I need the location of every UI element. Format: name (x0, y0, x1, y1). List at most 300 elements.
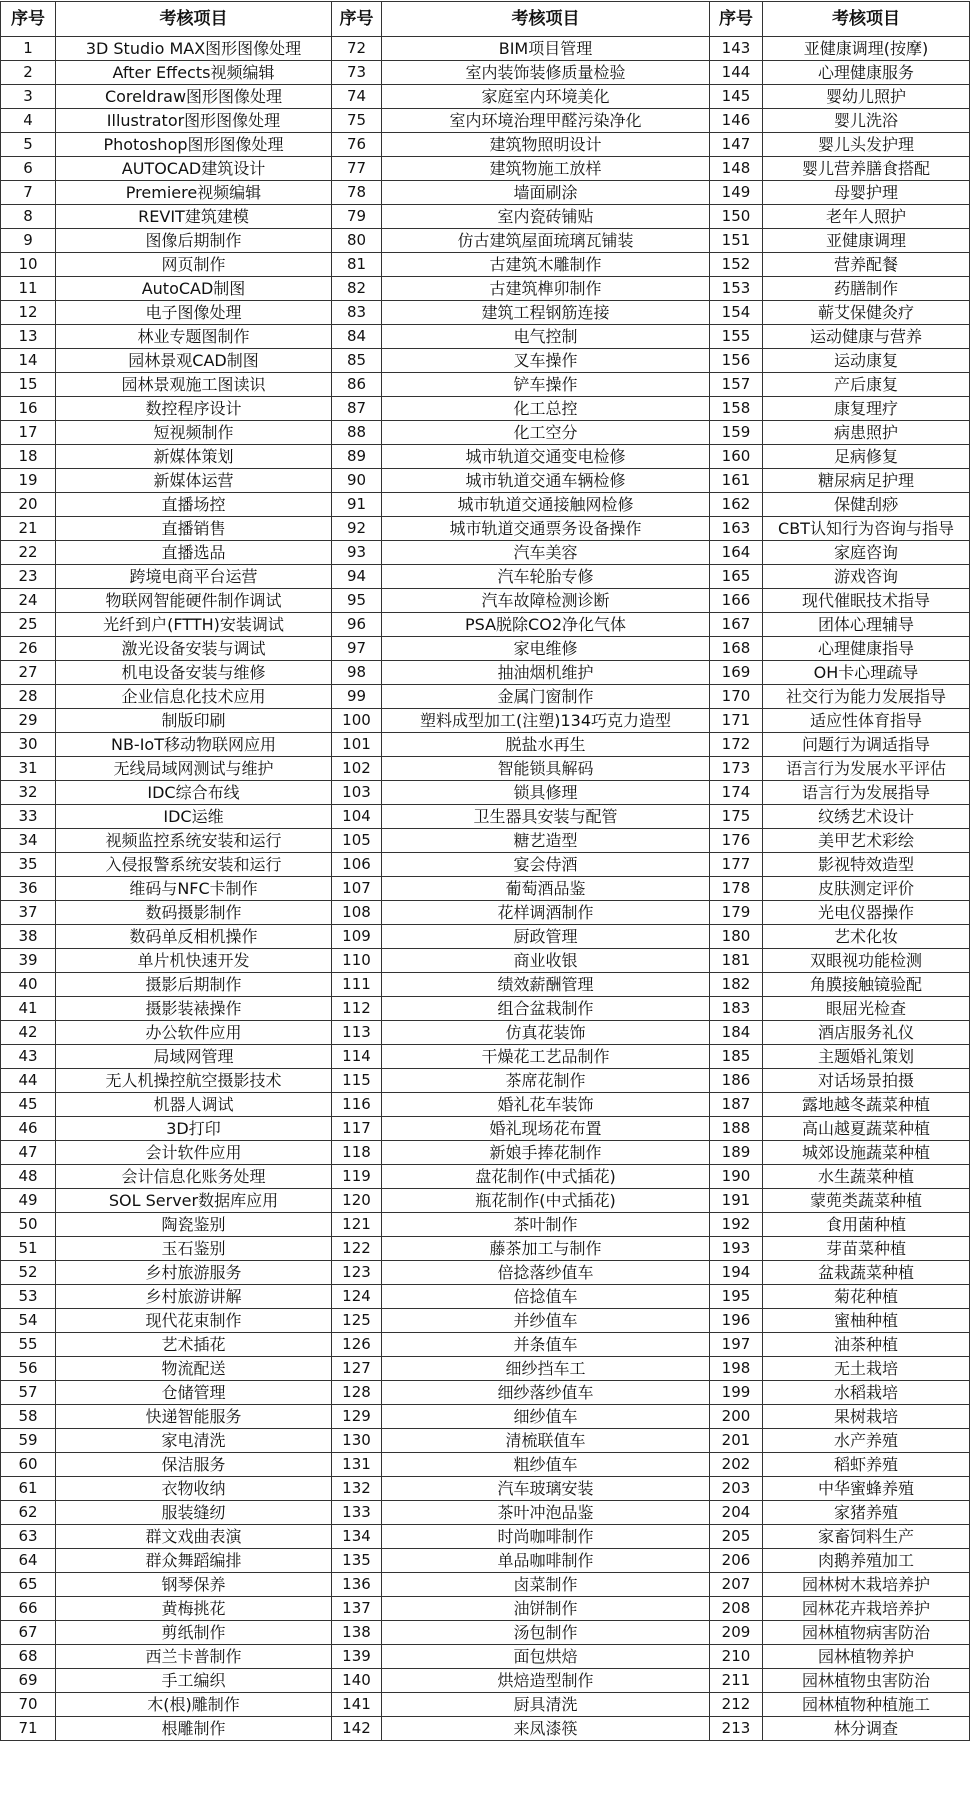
cell-serial-2: 116 (332, 1093, 382, 1117)
cell-item-3: 美甲艺术彩绘 (763, 829, 970, 853)
cell-serial-3: 209 (710, 1621, 763, 1645)
cell-item-3: 果树栽培 (763, 1405, 970, 1429)
cell-serial-1: 71 (1, 1717, 56, 1741)
cell-item-3: 问题行为调适指导 (763, 733, 970, 757)
cell-serial-3: 205 (710, 1525, 763, 1549)
cell-item-1: 剪纸制作 (56, 1621, 332, 1645)
cell-item-3: 家猪养殖 (763, 1501, 970, 1525)
table-row (1, 1597, 970, 1621)
cell-item-2: 干燥花工艺品制作 (382, 1045, 710, 1069)
cell-item-2: 化工空分 (382, 421, 710, 445)
cell-serial-3: 179 (710, 901, 763, 925)
cell-item-2: 烘焙造型制作 (382, 1669, 710, 1693)
table-row (1, 757, 970, 781)
cell-item-2: 墙面刷涂 (382, 181, 710, 205)
cell-item-3: 母婴护理 (763, 181, 970, 205)
cell-item-2: 汤包制作 (382, 1621, 710, 1645)
cell-item-2: 清梳联值车 (382, 1429, 710, 1453)
table-row (1, 829, 970, 853)
cell-serial-2: 110 (332, 949, 382, 973)
cell-serial-1: 36 (1, 877, 56, 901)
cell-item-3: 婴儿头发护理 (763, 133, 970, 157)
cell-serial-3: 196 (710, 1309, 763, 1333)
cell-serial-3: 187 (710, 1093, 763, 1117)
cell-item-2: 婚礼现场花布置 (382, 1117, 710, 1141)
cell-item-3: 婴幼儿照护 (763, 85, 970, 109)
cell-item-1: 短视频制作 (56, 421, 332, 445)
cell-serial-3: 155 (710, 325, 763, 349)
cell-serial-3: 175 (710, 805, 763, 829)
cell-item-1: 无线局域网测试与维护 (56, 757, 332, 781)
cell-item-3: 蜜柚种植 (763, 1309, 970, 1333)
cell-serial-2: 121 (332, 1213, 382, 1237)
cell-item-2: 家庭室内环境美化 (382, 85, 710, 109)
cell-item-1: 单片机快速开发 (56, 949, 332, 973)
table-row (1, 1429, 970, 1453)
cell-serial-3: 160 (710, 445, 763, 469)
cell-item-3: 稻虾养殖 (763, 1453, 970, 1477)
cell-serial-1: 26 (1, 637, 56, 661)
table-row (1, 1069, 970, 1093)
table-row (1, 1549, 970, 1573)
cell-serial-2: 88 (332, 421, 382, 445)
cell-item-3: 糖尿病足护理 (763, 469, 970, 493)
cell-serial-1: 55 (1, 1333, 56, 1357)
cell-serial-1: 45 (1, 1093, 56, 1117)
cell-item-1: 办公软件应用 (56, 1021, 332, 1045)
cell-serial-2: 115 (332, 1069, 382, 1093)
cell-serial-2: 79 (332, 205, 382, 229)
cell-item-3: 双眼视功能检测 (763, 949, 970, 973)
cell-item-2: 宴会侍酒 (382, 853, 710, 877)
cell-item-1: 家电清洗 (56, 1429, 332, 1453)
cell-serial-2: 108 (332, 901, 382, 925)
cell-item-3: 适应性体育指导 (763, 709, 970, 733)
cell-serial-1: 11 (1, 277, 56, 301)
cell-serial-1: 31 (1, 757, 56, 781)
cell-item-1: NB-IoT移动物联网应用 (56, 733, 332, 757)
table-row (1, 925, 970, 949)
cell-serial-3: 164 (710, 541, 763, 565)
cell-item-2: 并纱值车 (382, 1309, 710, 1333)
cell-serial-3: 158 (710, 397, 763, 421)
cell-serial-1: 16 (1, 397, 56, 421)
cell-serial-3: 212 (710, 1693, 763, 1717)
cell-item-3: 园林花卉栽培养护 (763, 1597, 970, 1621)
cell-serial-3: 149 (710, 181, 763, 205)
cell-item-3: 眼屈光检查 (763, 997, 970, 1021)
cell-serial-2: 98 (332, 661, 382, 685)
cell-serial-2: 89 (332, 445, 382, 469)
cell-serial-1: 22 (1, 541, 56, 565)
cell-item-2: 并条值车 (382, 1333, 710, 1357)
cell-item-3: 园林植物养护 (763, 1645, 970, 1669)
cell-item-1: 机器人调试 (56, 1093, 332, 1117)
cell-serial-3: 177 (710, 853, 763, 877)
cell-item-1: 企业信息化技术应用 (56, 685, 332, 709)
cell-item-3: OH卡心理疏导 (763, 661, 970, 685)
cell-item-3: 林分调查 (763, 1717, 970, 1741)
cell-item-3: 婴儿洗浴 (763, 109, 970, 133)
cell-item-3: 影视特效造型 (763, 853, 970, 877)
table-row (1, 613, 970, 637)
cell-serial-1: 39 (1, 949, 56, 973)
cell-serial-2: 139 (332, 1645, 382, 1669)
cell-item-1: 视频监控系统安装和运行 (56, 829, 332, 853)
cell-serial-2: 87 (332, 397, 382, 421)
cell-item-3: 芽苗菜种植 (763, 1237, 970, 1261)
cell-item-2: 汽车美容 (382, 541, 710, 565)
cell-serial-1: 42 (1, 1021, 56, 1045)
cell-item-2: 汽车轮胎专修 (382, 565, 710, 589)
cell-item-2: 古建筑木雕制作 (382, 253, 710, 277)
cell-serial-3: 143 (710, 37, 763, 61)
cell-item-1: IDC综合布线 (56, 781, 332, 805)
cell-item-3: 心理健康服务 (763, 61, 970, 85)
table-row (1, 493, 970, 517)
cell-item-3: 城郊设施蔬菜种植 (763, 1141, 970, 1165)
cell-item-1: 木(根)雕制作 (56, 1693, 332, 1717)
cell-serial-1: 2 (1, 61, 56, 85)
cell-item-1: 快递智能服务 (56, 1405, 332, 1429)
cell-serial-3: 191 (710, 1189, 763, 1213)
cell-serial-2: 113 (332, 1021, 382, 1045)
cell-item-2: 塑料成型加工(注塑)134巧克力造型 (382, 709, 710, 733)
header-item-3: 考核项目 (763, 2, 970, 37)
cell-serial-2: 93 (332, 541, 382, 565)
cell-serial-1: 33 (1, 805, 56, 829)
table-row (1, 1477, 970, 1501)
cell-serial-3: 192 (710, 1213, 763, 1237)
header-item-2: 考核项目 (382, 2, 710, 37)
cell-item-1: 局域网管理 (56, 1045, 332, 1069)
cell-item-1: 直播销售 (56, 517, 332, 541)
table-row (1, 1693, 970, 1717)
cell-item-2: 新娘手捧花制作 (382, 1141, 710, 1165)
cell-serial-2: 107 (332, 877, 382, 901)
cell-serial-2: 138 (332, 1621, 382, 1645)
cell-serial-3: 202 (710, 1453, 763, 1477)
cell-item-1: 网页制作 (56, 253, 332, 277)
cell-serial-2: 86 (332, 373, 382, 397)
cell-serial-1: 12 (1, 301, 56, 325)
cell-serial-1: 4 (1, 109, 56, 133)
cell-serial-2: 126 (332, 1333, 382, 1357)
cell-serial-2: 75 (332, 109, 382, 133)
cell-item-2: 汽车故障检测诊断 (382, 589, 710, 613)
cell-serial-3: 147 (710, 133, 763, 157)
cell-serial-1: 8 (1, 205, 56, 229)
cell-serial-3: 166 (710, 589, 763, 613)
cell-item-1: 玉石鉴别 (56, 1237, 332, 1261)
cell-item-2: 室内瓷砖铺贴 (382, 205, 710, 229)
cell-item-1: 会计信息化账务处理 (56, 1165, 332, 1189)
cell-item-1: Illustrator图形图像处理 (56, 109, 332, 133)
cell-serial-3: 178 (710, 877, 763, 901)
cell-item-3: 亚健康调理 (763, 229, 970, 253)
cell-item-3: 对话场景拍摄 (763, 1069, 970, 1093)
cell-item-1: 会计软件应用 (56, 1141, 332, 1165)
cell-serial-2: 136 (332, 1573, 382, 1597)
table-row (1, 1333, 970, 1357)
table-row (1, 1093, 970, 1117)
cell-item-3: 艺术化妆 (763, 925, 970, 949)
cell-item-2: 金属门窗制作 (382, 685, 710, 709)
table-row (1, 997, 970, 1021)
table-row (1, 565, 970, 589)
cell-item-3: 病患照护 (763, 421, 970, 445)
cell-serial-3: 199 (710, 1381, 763, 1405)
cell-serial-2: 124 (332, 1285, 382, 1309)
table-row (1, 1309, 970, 1333)
table-row (1, 1189, 970, 1213)
cell-item-2: 厨具清洗 (382, 1693, 710, 1717)
cell-serial-3: 186 (710, 1069, 763, 1093)
cell-item-3: 露地越冬蔬菜种植 (763, 1093, 970, 1117)
cell-serial-3: 172 (710, 733, 763, 757)
cell-item-2: 城市轨道交通票务设备操作 (382, 517, 710, 541)
cell-serial-2: 81 (332, 253, 382, 277)
cell-serial-1: 69 (1, 1669, 56, 1693)
cell-serial-1: 40 (1, 973, 56, 997)
cell-serial-2: 105 (332, 829, 382, 853)
cell-serial-2: 128 (332, 1381, 382, 1405)
cell-serial-3: 174 (710, 781, 763, 805)
cell-item-2: 葡萄酒品鉴 (382, 877, 710, 901)
cell-item-2: BIM项目管理 (382, 37, 710, 61)
cell-serial-1: 17 (1, 421, 56, 445)
cell-item-1: 图像后期制作 (56, 229, 332, 253)
cell-item-1: 入侵报警系统安装和运行 (56, 853, 332, 877)
cell-item-1: 摄影后期制作 (56, 973, 332, 997)
cell-serial-1: 27 (1, 661, 56, 685)
cell-item-1: 乡村旅游讲解 (56, 1285, 332, 1309)
cell-serial-2: 84 (332, 325, 382, 349)
cell-serial-3: 157 (710, 373, 763, 397)
cell-serial-3: 162 (710, 493, 763, 517)
cell-serial-1: 9 (1, 229, 56, 253)
table-row (1, 1021, 970, 1045)
cell-item-3: 光电仪器操作 (763, 901, 970, 925)
cell-serial-3: 201 (710, 1429, 763, 1453)
cell-item-2: 家电维修 (382, 637, 710, 661)
cell-item-3: 现代催眠技术指导 (763, 589, 970, 613)
cell-serial-2: 90 (332, 469, 382, 493)
table-row (1, 781, 970, 805)
cell-serial-1: 44 (1, 1069, 56, 1093)
cell-item-3: 园林植物种植施工 (763, 1693, 970, 1717)
cell-serial-2: 117 (332, 1117, 382, 1141)
table-row (1, 205, 970, 229)
cell-serial-2: 141 (332, 1693, 382, 1717)
cell-item-2: 叉车操作 (382, 349, 710, 373)
cell-serial-3: 194 (710, 1261, 763, 1285)
cell-item-3: 家畜饲料生产 (763, 1525, 970, 1549)
cell-item-2: 智能锁具解码 (382, 757, 710, 781)
cell-serial-1: 38 (1, 925, 56, 949)
cell-serial-2: 91 (332, 493, 382, 517)
cell-item-2: 脱盐水再生 (382, 733, 710, 757)
table-row (1, 589, 970, 613)
cell-item-1: AUTOCAD建筑设计 (56, 157, 332, 181)
cell-item-2: 仿古建筑屋面琉璃瓦铺装 (382, 229, 710, 253)
cell-item-1: 群众舞蹈编排 (56, 1549, 332, 1573)
cell-serial-2: 77 (332, 157, 382, 181)
cell-item-3: 油茶种植 (763, 1333, 970, 1357)
cell-serial-2: 111 (332, 973, 382, 997)
cell-serial-3: 195 (710, 1285, 763, 1309)
cell-serial-2: 118 (332, 1141, 382, 1165)
cell-item-1: 无人机操控航空摄影技术 (56, 1069, 332, 1093)
cell-item-2: 盘花制作(中式插花) (382, 1165, 710, 1189)
cell-serial-2: 135 (332, 1549, 382, 1573)
cell-item-2: 藤茶加工与制作 (382, 1237, 710, 1261)
cell-serial-3: 145 (710, 85, 763, 109)
table-row (1, 85, 970, 109)
cell-serial-1: 25 (1, 613, 56, 637)
cell-serial-1: 28 (1, 685, 56, 709)
cell-serial-3: 204 (710, 1501, 763, 1525)
cell-serial-2: 80 (332, 229, 382, 253)
cell-serial-2: 132 (332, 1477, 382, 1501)
cell-item-1: IDC运维 (56, 805, 332, 829)
cell-serial-2: 103 (332, 781, 382, 805)
cell-item-1: 乡村旅游服务 (56, 1261, 332, 1285)
cell-item-2: 厨政管理 (382, 925, 710, 949)
cell-serial-1: 63 (1, 1525, 56, 1549)
cell-item-1: 衣物收纳 (56, 1477, 332, 1501)
cell-item-2: 花样调酒制作 (382, 901, 710, 925)
cell-serial-2: 101 (332, 733, 382, 757)
cell-item-3: CBT认知行为咨询与指导 (763, 517, 970, 541)
cell-item-2: 油饼制作 (382, 1597, 710, 1621)
cell-item-3: 纹绣艺术设计 (763, 805, 970, 829)
table-row (1, 853, 970, 877)
cell-item-3: 游戏咨询 (763, 565, 970, 589)
cell-serial-2: 114 (332, 1045, 382, 1069)
table-row (1, 469, 970, 493)
cell-item-1: 数码摄影制作 (56, 901, 332, 925)
cell-item-1: 黄梅挑花 (56, 1597, 332, 1621)
cell-item-2: 绩效薪酬管理 (382, 973, 710, 997)
cell-item-2: 茶席花制作 (382, 1069, 710, 1093)
table-row (1, 1501, 970, 1525)
table-row (1, 133, 970, 157)
table-row (1, 277, 970, 301)
cell-item-3: 食用菌种植 (763, 1213, 970, 1237)
table-row (1, 421, 970, 445)
table-row (1, 901, 970, 925)
cell-serial-1: 51 (1, 1237, 56, 1261)
cell-serial-1: 49 (1, 1189, 56, 1213)
cell-item-2: 城市轨道交通车辆检修 (382, 469, 710, 493)
header-serial-1: 序号 (1, 2, 56, 37)
cell-serial-3: 203 (710, 1477, 763, 1501)
cell-item-3: 高山越夏蔬菜种植 (763, 1117, 970, 1141)
cell-serial-1: 19 (1, 469, 56, 493)
cell-serial-1: 18 (1, 445, 56, 469)
cell-serial-3: 193 (710, 1237, 763, 1261)
cell-item-2: 城市轨道交通接触网检修 (382, 493, 710, 517)
cell-item-2: 茶叶制作 (382, 1213, 710, 1237)
table-row (1, 1525, 970, 1549)
cell-serial-2: 112 (332, 997, 382, 1021)
cell-serial-1: 15 (1, 373, 56, 397)
table-row (1, 37, 970, 61)
cell-item-1: 园林景观CAD制图 (56, 349, 332, 373)
cell-serial-1: 61 (1, 1477, 56, 1501)
cell-serial-2: 92 (332, 517, 382, 541)
cell-item-1: 现代花束制作 (56, 1309, 332, 1333)
cell-serial-2: 78 (332, 181, 382, 205)
cell-serial-2: 123 (332, 1261, 382, 1285)
cell-serial-1: 41 (1, 997, 56, 1021)
cell-item-2: 倍捻值车 (382, 1285, 710, 1309)
cell-serial-1: 59 (1, 1429, 56, 1453)
table-row (1, 733, 970, 757)
cell-item-3: 水产养殖 (763, 1429, 970, 1453)
table-row (1, 1117, 970, 1141)
cell-item-1: 3D打印 (56, 1117, 332, 1141)
cell-item-2: 仿真花装饰 (382, 1021, 710, 1045)
cell-item-3: 园林树木栽培养护 (763, 1573, 970, 1597)
cell-item-1: 物联网智能硬件制作调试 (56, 589, 332, 613)
cell-serial-2: 74 (332, 85, 382, 109)
cell-item-1: SOL Server数据库应用 (56, 1189, 332, 1213)
table-row (1, 1285, 970, 1309)
cell-serial-3: 169 (710, 661, 763, 685)
table-row (1, 1045, 970, 1069)
table-row (1, 517, 970, 541)
cell-item-1: 直播选品 (56, 541, 332, 565)
cell-serial-3: 159 (710, 421, 763, 445)
cell-serial-1: 56 (1, 1357, 56, 1381)
cell-item-1: 根雕制作 (56, 1717, 332, 1741)
cell-item-3: 主题婚礼策划 (763, 1045, 970, 1069)
cell-item-3: 角膜接触镜验配 (763, 973, 970, 997)
cell-serial-2: 102 (332, 757, 382, 781)
cell-serial-1: 48 (1, 1165, 56, 1189)
cell-item-3: 足病修复 (763, 445, 970, 469)
cell-serial-2: 95 (332, 589, 382, 613)
cell-item-1: 手工编织 (56, 1669, 332, 1693)
cell-item-1: 激光设备安装与调试 (56, 637, 332, 661)
cell-item-3: 亚健康调理(按摩) (763, 37, 970, 61)
table-row (1, 373, 970, 397)
cell-item-1: Premiere视频编辑 (56, 181, 332, 205)
cell-item-1: 陶瓷鉴别 (56, 1213, 332, 1237)
cell-item-1: 林业专题图制作 (56, 325, 332, 349)
cell-serial-1: 43 (1, 1045, 56, 1069)
cell-serial-3: 208 (710, 1597, 763, 1621)
table-row (1, 973, 970, 997)
cell-serial-3: 188 (710, 1117, 763, 1141)
cell-serial-1: 60 (1, 1453, 56, 1477)
header-serial-2: 序号 (332, 2, 382, 37)
cell-item-1: 钢琴保养 (56, 1573, 332, 1597)
table-row (1, 1669, 970, 1693)
table-row (1, 877, 970, 901)
cell-item-3: 老年人照护 (763, 205, 970, 229)
cell-item-2: 电气控制 (382, 325, 710, 349)
cell-serial-3: 170 (710, 685, 763, 709)
cell-serial-1: 3 (1, 85, 56, 109)
cell-item-1: 物流配送 (56, 1357, 332, 1381)
cell-serial-2: 96 (332, 613, 382, 637)
cell-serial-1: 68 (1, 1645, 56, 1669)
cell-serial-2: 104 (332, 805, 382, 829)
header-row (1, 2, 970, 37)
